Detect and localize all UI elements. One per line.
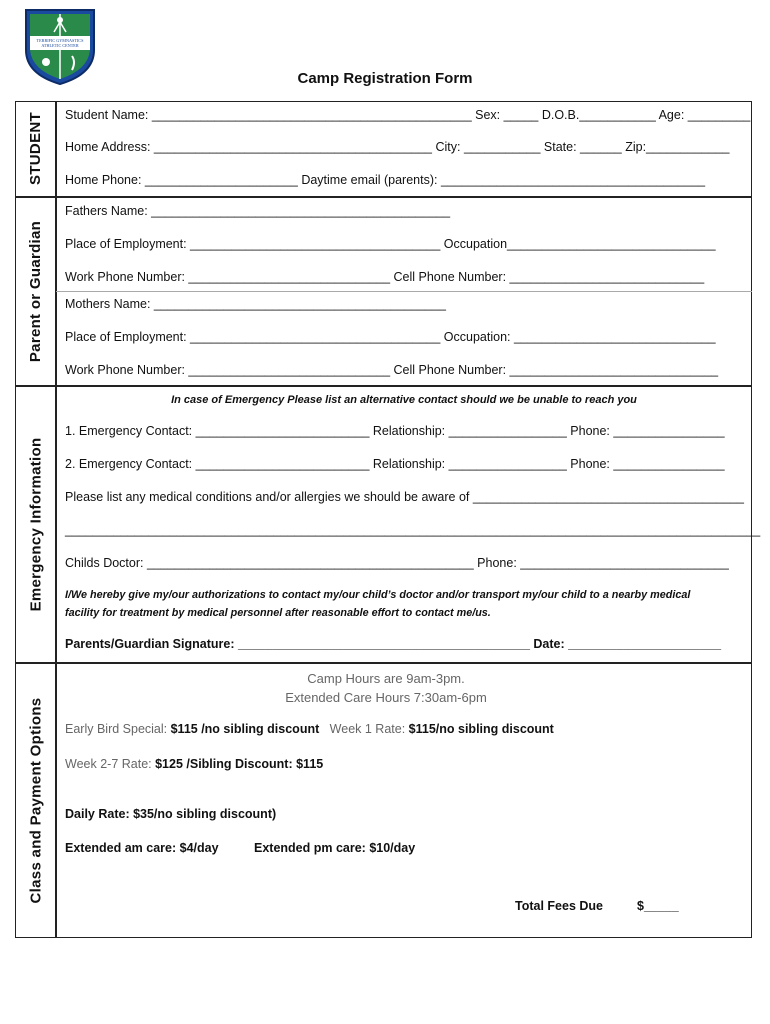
- total-fees-value[interactable]: $_____: [637, 899, 679, 913]
- father-employment-line[interactable]: Place of Employment: ____________________________________ Occupation______________________________: [65, 237, 716, 251]
- authorization-text-2: facility for treatment by medical personnel after reasonable effort to contact me/us.: [65, 607, 491, 619]
- section-divider: [55, 101, 57, 938]
- daily-rate: Daily Rate: $35/no sibling discount): [65, 807, 277, 821]
- rate-line-1: [65, 722, 554, 736]
- extended-am-care: Extended am care: $4/day: [65, 841, 219, 855]
- home-address-line[interactable]: Home Address: ________________________________________ City: ___________ State: ______ Zip:____________: [65, 140, 730, 154]
- total-fees-label: Total Fees Due: [515, 899, 603, 913]
- section-label-emergency: Emergency Information: [27, 437, 44, 611]
- section-label-student: STUDENT: [27, 112, 44, 185]
- emergency-contact-1-line[interactable]: 1. Emergency Contact: _________________________ Relationship: _________________ Phone: ________________: [65, 424, 725, 438]
- parent-inner-divider: [56, 291, 752, 292]
- extended-care-hours: Extended Care Hours 7:30am-6pm: [285, 690, 487, 705]
- medical-conditions-line[interactable]: Please list any medical conditions and/or allergies we should be aware of _______________________________________: [65, 490, 744, 504]
- home-phone-line[interactable]: Home Phone: ______________________ Daytime email (parents): ______________________________________: [65, 173, 706, 187]
- week27-label: Week 2-7 Rate:: [65, 757, 152, 771]
- early-bird-label: Early Bird Special:: [65, 722, 168, 736]
- rate-line-2: [65, 757, 323, 771]
- section-label-payment: Class and Payment Options: [27, 697, 45, 904]
- emergency-note: In case of Emergency Please list an alternative contact should we be unable to reach you: [171, 394, 637, 406]
- week27-value: $125 /Sibling Discount: $115: [155, 757, 324, 771]
- mother-phone-line[interactable]: Work Phone Number: _____________________________ Cell Phone Number: ______________________________: [65, 363, 719, 377]
- signature-line[interactable]: Parents/Guardian Signature: __________________________________________ Date: ______________________: [65, 637, 722, 651]
- page-title: Camp Registration Form: [297, 70, 473, 87]
- svg-text:ATHLETIC CENTER: ATHLETIC CENTER: [41, 43, 79, 48]
- row-divider: [15, 662, 752, 664]
- early-bird-value: $115 /no sibling discount: [170, 722, 320, 736]
- svg-text:TERRIFIC GYMNASTICS: TERRIFIC GYMNASTICS: [36, 38, 84, 43]
- medical-conditions-continued-line[interactable]: ____________________________________________________________________________________________________: [65, 523, 761, 537]
- row-divider: [15, 385, 752, 387]
- week1-value: $115/no sibling discount: [408, 722, 554, 736]
- student-name-line[interactable]: Student Name: ______________________________________________ Sex: _____ D.O.B.___________ Age: _________: [65, 108, 751, 122]
- emergency-contact-2-line[interactable]: 2. Emergency Contact: _________________________ Relationship: _________________ Phone: ________________: [65, 457, 725, 471]
- extended-pm-care: Extended pm care: $10/day: [254, 841, 416, 855]
- childs-doctor-line[interactable]: Childs Doctor: _______________________________________________ Phone: ______________________________: [65, 556, 729, 570]
- section-label-parent: Parent or Guardian: [27, 220, 45, 362]
- authorization-text-1: I/We hereby give my/our authorizations to contact my/our child’s doctor and/or transport my/our child to a nearby medical: [65, 589, 691, 601]
- mothers-name-line[interactable]: Mothers Name: __________________________________________: [65, 297, 446, 311]
- mother-employment-line[interactable]: Place of Employment: ____________________________________ Occupation: _____________________________: [65, 330, 716, 344]
- fathers-name-line[interactable]: Fathers Name: ___________________________________________: [65, 204, 451, 218]
- camp-hours: Camp Hours are 9am-3pm.: [307, 671, 465, 686]
- row-divider: [15, 196, 752, 198]
- week1-label: Week 1 Rate:: [329, 722, 406, 736]
- father-phone-line[interactable]: Work Phone Number: _____________________________ Cell Phone Number: ____________________________: [65, 270, 705, 284]
